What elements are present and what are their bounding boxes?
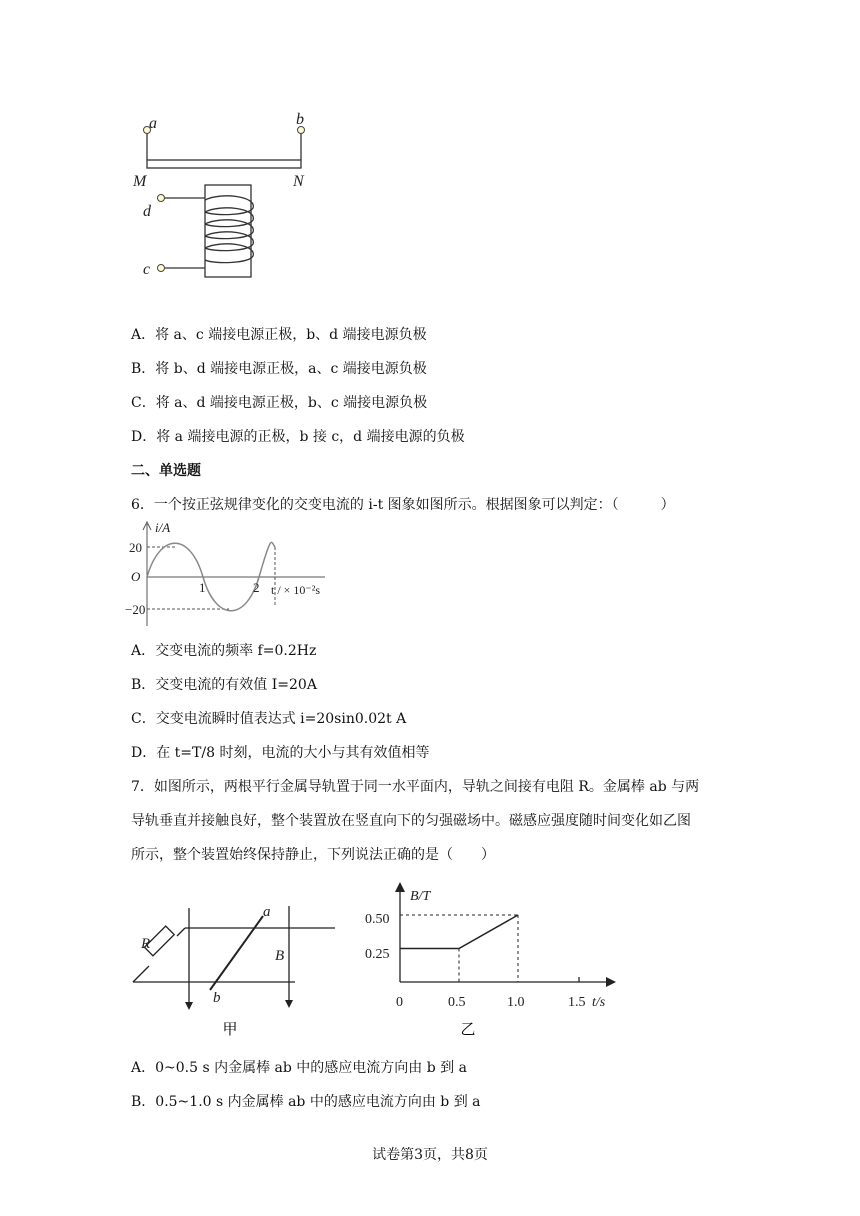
- q6-stem: 6．一个按正弦规律变化的交变电流的 i-t 图象如图所示。根据图象可以判定：（ ）: [131, 497, 675, 513]
- q6-x-tick2: 2: [253, 580, 260, 595]
- b-t-series-line: [400, 915, 518, 949]
- q7-stem-line2: 导轨垂直并接触良好，整个装置放在竖直向下的匀强磁场中。磁感应强度随时间变化如乙图: [131, 813, 691, 829]
- q7-stem-line1: 7．如图所示，两根平行金属导轨置于同一水平面内，导轨之间接有电阻 R。金属棒 ab 与两: [131, 779, 700, 795]
- q7-x-tick-05: 0.5: [448, 995, 466, 1010]
- q7-y-label: B/T: [410, 889, 431, 904]
- b-t-plot: [400, 915, 518, 982]
- q6-option-c: C．交变电流瞬时值表达式 i=20sin0.02t A: [131, 711, 407, 727]
- q6-y-pos: 20: [129, 540, 142, 555]
- q5-option-b: B．将 b、d 端接电源正极，a、c 端接电源负极: [131, 361, 427, 377]
- q7-x-label: t/s: [592, 995, 606, 1010]
- label-c: c: [143, 261, 151, 278]
- q6-figure: [125, 518, 340, 630]
- q6-origin: O: [131, 569, 141, 584]
- label-N: N: [293, 173, 304, 190]
- caption-jia: 甲: [222, 1022, 238, 1038]
- q7-label-B: B: [275, 948, 285, 964]
- q7-x-tick-10: 1.0: [507, 995, 525, 1010]
- q7-label-a: a: [263, 904, 271, 920]
- q6-option-b: B．交变电流的有效值 I=20A: [131, 677, 317, 693]
- label-a: a: [149, 115, 157, 132]
- q7-y-tick-025: 0.25: [365, 947, 390, 962]
- q5-option-c: C．将 a、d 端接电源正极，b、c 端接电源负极: [131, 395, 428, 411]
- q6-y-neg: −20: [125, 602, 146, 617]
- q7-option-b: B．0.5~1.0 s 内金属棒 ab 中的感应电流方向由 b 到 a: [131, 1094, 481, 1110]
- q7-label-R: R: [141, 936, 151, 952]
- q6-y-label: i/A: [155, 520, 171, 535]
- label-M: M: [133, 173, 147, 190]
- q5-option-d: D．将 a 端接电源的正极，b 接 c，d 端接电源的负极: [131, 429, 465, 445]
- label-d: d: [143, 203, 151, 220]
- label-b: b: [296, 111, 304, 128]
- page-footer: 试卷第3页，共8页: [372, 1147, 488, 1163]
- q5-option-a: A．将 a、c 端接电源正极，b、d 端接电源负极: [131, 327, 427, 343]
- q7-option-a: A．0~0.5 s 内金属棒 ab 中的感应电流方向由 b 到 a: [131, 1060, 467, 1076]
- q7-y-tick-050: 0.50: [365, 912, 390, 927]
- q6-option-a: A．交变电流的频率 f=0.2Hz: [131, 643, 317, 659]
- q5-figure: [125, 108, 325, 283]
- q6-x-label: t / × 10⁻²s: [271, 583, 321, 597]
- caption-yi: 乙: [460, 1022, 476, 1038]
- q6-option-d: D．在 t=T/8 时刻，电流的大小与其有效值相等: [131, 745, 430, 761]
- q7-x-tick-0: 0: [396, 995, 403, 1010]
- q7-figure-jia: [125, 898, 340, 1038]
- q7-stem-line3: 所示，整个装置始终保持静止，下列说法正确的是（ ）: [131, 847, 495, 863]
- q7-x-tick-15: 1.5: [568, 995, 586, 1010]
- q7-label-b: b: [213, 990, 221, 1006]
- q6-x-tick1: 1: [199, 580, 206, 595]
- section-heading: 二、单选题: [131, 463, 201, 479]
- q7-figure-yi: [360, 880, 620, 1040]
